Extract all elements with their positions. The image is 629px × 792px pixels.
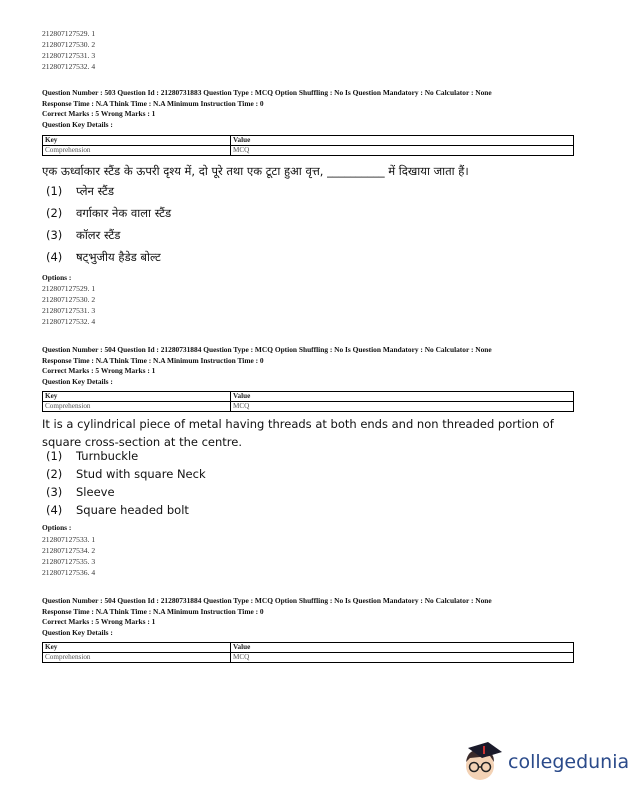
- key-details-table: [42, 135, 574, 156]
- options-label: Options :: [42, 523, 72, 532]
- option-number: (2): [46, 467, 63, 481]
- option-number: (1): [46, 184, 63, 198]
- key-details-label: Question Key Details :: [42, 627, 113, 637]
- mascot-icon: [462, 740, 504, 784]
- option-id: 212807127536. 4: [42, 568, 96, 577]
- option-id: 212807127532. 4: [42, 317, 96, 326]
- answer-option: [42, 503, 189, 517]
- meta-line: Question Number : 503 Question Id : 21280731883 Question Type : MCQ Option Shuffling : No Is Question Mandatory : No Calculator : None: [42, 88, 492, 97]
- answer-option: [42, 184, 114, 199]
- table-header: Key: [43, 136, 231, 146]
- question-text: एक ऊर्ध्वाकार स्टैंड के ऊपरी दृश्य में, दो पूरे तथा एक टूटा हुआ वृत्त, __________ में दिखाया जाता हैं।: [42, 164, 469, 178]
- option-id: 212807127530. 2: [42, 295, 96, 304]
- answer-option: [42, 467, 206, 481]
- table-header: Value: [231, 643, 574, 653]
- option-id: 212807127535. 3: [42, 557, 96, 566]
- key-details-table: [42, 391, 574, 412]
- answer-option: [42, 228, 120, 243]
- option-id: 212807127532. 4: [42, 62, 96, 71]
- meta-line: Response Time : N.A Think Time : N.A Minimum Instruction Time : 0: [42, 98, 264, 108]
- option-text: Sleeve: [76, 485, 115, 499]
- meta-line: Question Number : 504 Question Id : 21280731884 Question Type : MCQ Option Shuffling : No Is Question Mandatory : No Calculator : None: [42, 596, 492, 605]
- question-meta: [42, 345, 492, 387]
- option-id: 212807127530. 2: [42, 40, 96, 49]
- answer-option: [42, 206, 171, 221]
- option-number: (1): [46, 449, 63, 463]
- option-number: (4): [46, 503, 63, 517]
- option-ids: [42, 534, 95, 578]
- question-text: It is a cylindrical piece of metal having threads at both ends and non threaded portion of square cross-section at the centre.: [42, 417, 554, 449]
- meta-line: Response Time : N.A Think Time : N.A Minimum Instruction Time : 0: [42, 606, 264, 616]
- option-number: (2): [46, 206, 63, 220]
- table-cell: Comprehension: [43, 653, 231, 663]
- option-number: (3): [46, 485, 63, 499]
- answer-option: [42, 449, 138, 463]
- options-label: Options :: [42, 273, 72, 282]
- option-id: 212807127534. 2: [42, 546, 96, 555]
- meta-line: Question Number : 504 Question Id : 21280731884 Question Type : MCQ Option Shuffling : No Is Question Mandatory : No Calculator : None: [42, 345, 492, 354]
- table-cell: MCQ: [231, 146, 574, 156]
- table-header: Key: [43, 392, 231, 402]
- option-ids: [42, 283, 95, 327]
- meta-line: Correct Marks : 5 Wrong Marks : 1: [42, 366, 156, 375]
- option-id: 212807127531. 3: [42, 306, 96, 315]
- key-details-label: Question Key Details :: [42, 119, 113, 129]
- table-cell: MCQ: [231, 402, 574, 412]
- key-details-table: [42, 642, 574, 663]
- option-text: कॉलर स्टैंड: [76, 228, 121, 242]
- table-header: Value: [231, 392, 574, 402]
- option-text: Turnbuckle: [76, 449, 139, 463]
- option-id: 212807127529. 1: [42, 29, 96, 38]
- option-id: 212807127531. 3: [42, 51, 96, 60]
- top-option-ids: [42, 28, 95, 72]
- table-header: Key: [43, 643, 231, 653]
- option-text: षट्भुजीय हैडेड बोल्ट: [76, 250, 161, 264]
- table-header: Value: [231, 136, 574, 146]
- option-text: वर्गाकार नेक वाला स्टैंड: [76, 206, 172, 220]
- answer-option: [42, 485, 115, 499]
- answer-option: [42, 250, 161, 265]
- collegedunia-logo: [462, 740, 629, 784]
- key-details-label: Question Key Details :: [42, 376, 113, 386]
- logo-text: collegedunia: [508, 751, 629, 773]
- option-id: 212807127533. 1: [42, 535, 96, 544]
- option-number: (4): [46, 250, 63, 264]
- option-text: प्लेन स्टैंड: [76, 184, 115, 198]
- option-text: Square headed bolt: [76, 503, 189, 517]
- option-text: Stud with square Neck: [76, 467, 206, 481]
- table-cell: Comprehension: [43, 146, 231, 156]
- meta-line: Correct Marks : 5 Wrong Marks : 1: [42, 617, 156, 626]
- meta-line: Correct Marks : 5 Wrong Marks : 1: [42, 109, 156, 118]
- table-cell: MCQ: [231, 653, 574, 663]
- option-id: 212807127529. 1: [42, 284, 96, 293]
- table-cell: Comprehension: [43, 402, 231, 412]
- question-meta: [42, 596, 492, 638]
- option-number: (3): [46, 228, 63, 242]
- meta-line: Response Time : N.A Think Time : N.A Minimum Instruction Time : 0: [42, 355, 264, 365]
- question-meta: [42, 88, 492, 130]
